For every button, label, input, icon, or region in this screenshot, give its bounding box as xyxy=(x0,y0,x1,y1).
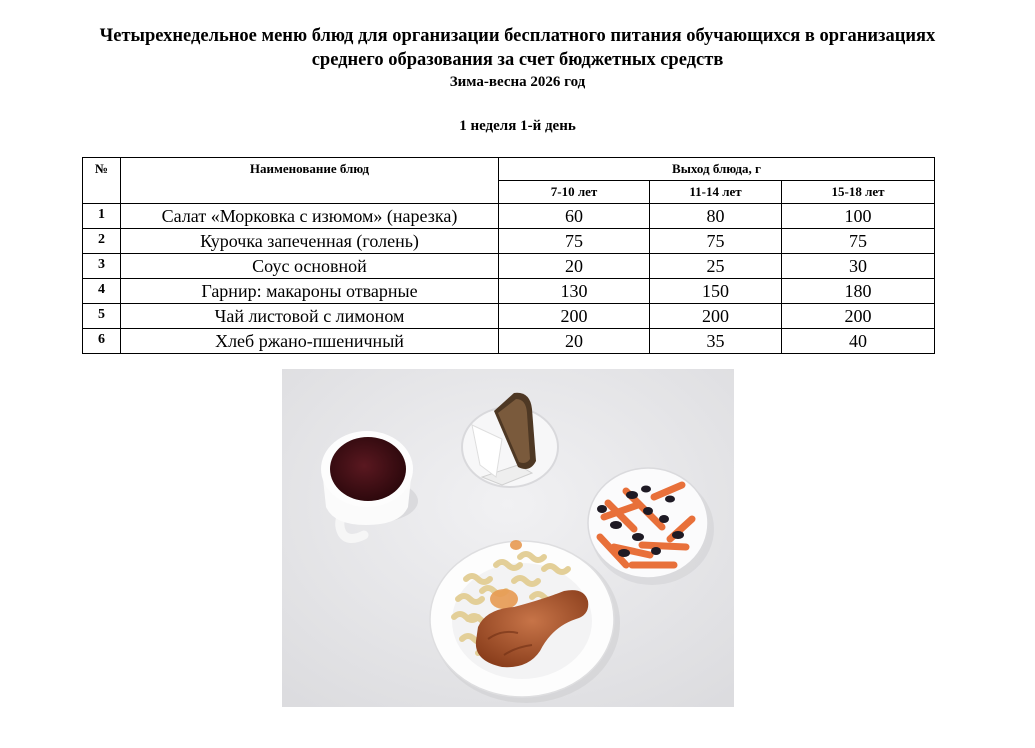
table-row xyxy=(83,254,935,279)
yield-7-10: 75 xyxy=(499,229,650,254)
dish-name: Соус основной xyxy=(121,254,499,279)
header-age-11-14: 11-14 лет xyxy=(650,181,782,204)
yield-11-14: 35 xyxy=(650,329,782,354)
yield-11-14: 150 xyxy=(650,279,782,304)
yield-15-18: 30 xyxy=(782,254,935,279)
yield-7-10: 200 xyxy=(499,304,650,329)
row-number: 6 xyxy=(83,329,121,354)
dish-name: Салат «Морковка с изюмом» (нарезка) xyxy=(121,204,499,229)
row-number: 2 xyxy=(83,229,121,254)
header-yield: Выход блюда, г xyxy=(499,158,935,181)
yield-11-14: 80 xyxy=(650,204,782,229)
yield-11-14: 200 xyxy=(650,304,782,329)
row-number: 4 xyxy=(83,279,121,304)
meal-photo xyxy=(282,369,734,707)
dish-name: Хлеб ржано-пшеничный xyxy=(121,329,499,354)
table-row xyxy=(83,304,935,329)
row-number: 3 xyxy=(83,254,121,279)
title-line-2: среднего образования за счет бюджетных средств xyxy=(311,50,724,70)
dish-name: Курочка запеченная (голень) xyxy=(121,229,499,254)
table-header-row xyxy=(83,158,935,181)
yield-7-10: 60 xyxy=(499,204,650,229)
table-row xyxy=(83,204,935,229)
header-dish: Наименование блюд xyxy=(121,158,499,204)
header-age-7-10: 7-10 лет xyxy=(499,181,650,204)
yield-11-14: 25 xyxy=(650,254,782,279)
yield-7-10: 20 xyxy=(499,329,650,354)
row-number: 1 xyxy=(83,204,121,229)
tea xyxy=(330,437,406,501)
yield-15-18: 40 xyxy=(782,329,935,354)
yield-7-10: 20 xyxy=(499,254,650,279)
document-title xyxy=(0,24,1035,72)
row-number: 5 xyxy=(83,304,121,329)
season-label: Зима-весна 2026 год xyxy=(449,74,586,90)
yield-15-18: 100 xyxy=(782,204,935,229)
menu-table xyxy=(82,157,935,354)
table-row xyxy=(83,279,935,304)
yield-15-18: 180 xyxy=(782,279,935,304)
dish-name: Гарнир: макароны отварные xyxy=(121,279,499,304)
table-row xyxy=(83,329,935,354)
header-number: № xyxy=(83,158,121,204)
yield-11-14: 75 xyxy=(650,229,782,254)
dish-name: Чай листовой с лимоном xyxy=(121,304,499,329)
day-label: 1 неделя 1-й день xyxy=(459,118,576,134)
yield-15-18: 200 xyxy=(782,304,935,329)
yield-7-10: 130 xyxy=(499,279,650,304)
table-row xyxy=(83,229,935,254)
header-age-15-18: 15-18 лет xyxy=(782,181,935,204)
yield-15-18: 75 xyxy=(782,229,935,254)
title-line-1: Четырехнедельное меню блюд для организации бесплатного питания обучающихся в организациях xyxy=(99,26,936,46)
